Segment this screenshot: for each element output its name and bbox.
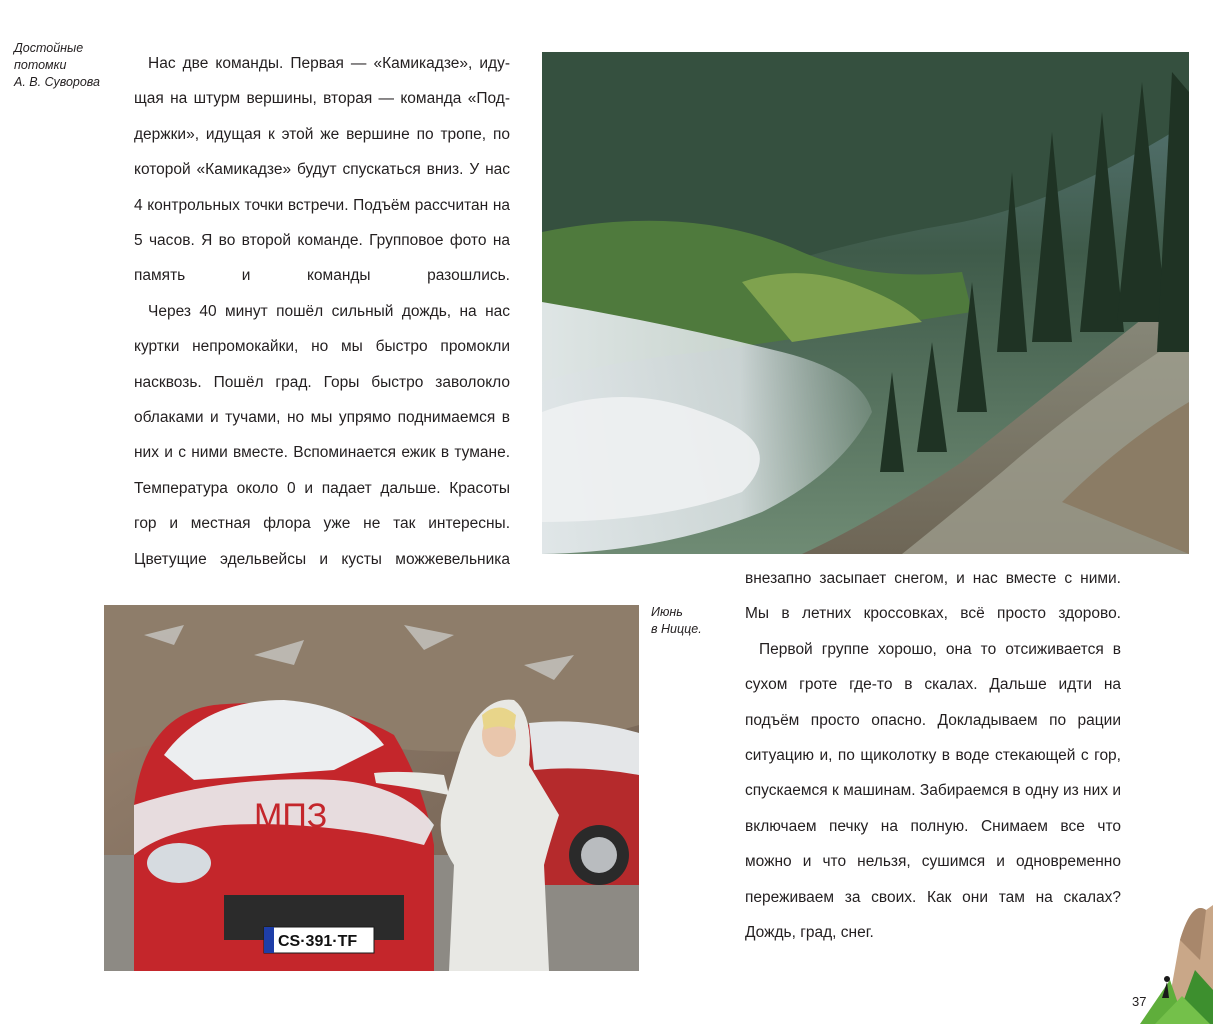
- caption-line: потомки: [14, 58, 67, 72]
- photo-caption-middle: [651, 604, 731, 638]
- paragraph: внезапно засыпает снегом, и нас вместе с ними. Мы в летних кроссовках, всё просто здорово.: [745, 570, 1121, 623]
- page-number: 37: [1132, 994, 1147, 1009]
- body-text-column-left: [134, 46, 510, 577]
- license-plate: CS·391·TF: [278, 933, 358, 950]
- caption-line: Достойные: [14, 41, 84, 55]
- photo-caption-top: [14, 40, 124, 91]
- caption-line: Июнь: [651, 605, 683, 619]
- paragraph: Через 40 минут пошёл сильный дождь, на нас куртки непромокайки, но мы быстро промокли насквозь. Пошёл град. Горы быстро заволокло облаками и тучами, но мы упрямо поднимаемся в них и с ними вместе. Вспоминается ежик в тумане. Температура около 0 и падает дальше. Красоты гор и местная флора уже не так интересны. Цветущие эдельвейсы и кусты можжевельника: [134, 302, 510, 568]
- body-text-column-right: [745, 561, 1121, 950]
- caption-line: А. В. Суворова: [14, 75, 101, 89]
- snow-writing: МПЗ: [254, 797, 328, 835]
- snowy-car-photo: [104, 605, 639, 971]
- climber-mountain-decoration: [1140, 900, 1213, 1024]
- mountain-fog-photo: [542, 52, 1189, 554]
- paragraph: Первой группе хорошо, она то отсиживается в сухом гроте где-то в скалах. Дальше идти на подъём просто опасно. Докладываем по рации ситуацию и, по щиколотку в воде стекающей с гор, спускаемся к машинам. Забираемся в одну из них и включаем печку на полную. Снимаем все что можно и что нельзя, сушимся и одновременно переживаем за своих. Как они там на скалах? Дождь, град, снег.: [745, 640, 1121, 942]
- paragraph: Нас две команды. Первая — «Камикадзе», идущая на штурм вершины, вторая — команда «Поддержки», идущая к этой же вершине по тропе, по которой «Камикадзе» будут спускаться вниз. У нас 4 контрольных точки встречи. Подъём рассчитан на 5 часов. Я во второй команде. Групповое фото на память и команды разошлись.: [134, 55, 510, 285]
- caption-line: в Ницце.: [651, 622, 702, 636]
